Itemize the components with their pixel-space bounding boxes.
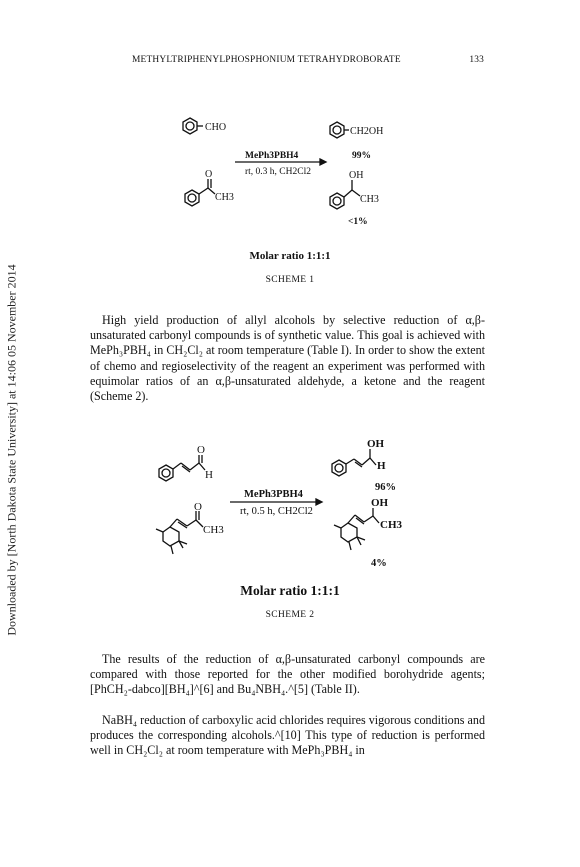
scheme2-top-yield: 96% bbox=[375, 482, 396, 493]
paragraph-1: High yield production of allyl alcohols by selective reduction of α,β-unsaturated carbonyl compounds is of synthetic value. This goal is achieved with MePh₃PBH₄ in CH₂Cl₂ at room temperature (Table I). In order to show the extent of chemo and regioselectivity of the reagent an experiment was performed with equimolar ratios of an α,β-unsaturated aldehyde, a ketone and the reagent (Scheme 2). bbox=[90, 313, 485, 404]
scheme2-bottom-ch3-label: CH3 bbox=[380, 519, 402, 531]
page-number: 133 bbox=[469, 55, 484, 65]
scheme2-label: SCHEME 2 bbox=[265, 610, 315, 620]
scheme2-aldehyde-o-label: O bbox=[197, 444, 205, 456]
download-banner bbox=[3, 150, 21, 750]
scheme1-cho-label: CHO bbox=[205, 122, 227, 133]
scheme2-ketone-ch3-label: CH3 bbox=[203, 524, 224, 536]
scheme1-molar-ratio: Molar ratio 1:1:1 bbox=[249, 250, 331, 262]
scheme1-label: SCHEME 1 bbox=[265, 275, 315, 285]
scheme1-conditions: rt, 0.3 h, CH2Cl2 bbox=[245, 167, 311, 177]
scheme2-ionol bbox=[334, 508, 379, 550]
scheme1-product-ch3-label: CH3 bbox=[360, 194, 379, 205]
scheme1-ketone-o-label: O bbox=[205, 169, 213, 180]
scheme2-reagent: MePh3PBH4 bbox=[244, 489, 303, 500]
scheme1-top-yield: 99% bbox=[352, 151, 371, 161]
scheme2-top-h-label: H bbox=[377, 460, 386, 472]
running-head-title: METHYLTRIPHENYLPHOSPHONIUM TETRAHYDROBORATE bbox=[132, 55, 401, 65]
scheme1-ch2oh-label: CH2OH bbox=[350, 126, 384, 137]
scheme2-cinnamaldehyde bbox=[159, 455, 205, 481]
paragraph-2: The results of the reduction of α,β-unsaturated carbonyl compounds are compared with those reported for the other modified borohydride agents; [PhCH₂-dabco][BH₄]^[6] and Bu₄NBH₄.^[5] (Table II). bbox=[90, 652, 485, 697]
scheme1-oh-label: OH bbox=[349, 170, 364, 181]
scheme1-benzyl-alcohol-ring bbox=[330, 122, 349, 138]
scheme2-molar-ratio: Molar ratio 1:1:1 bbox=[240, 583, 340, 598]
scheme1-benzaldehyde-ring bbox=[183, 118, 203, 134]
scheme2-bottom-oh-label: OH bbox=[371, 497, 389, 509]
scheme2-conditions: rt, 0.5 h, CH2Cl2 bbox=[240, 506, 313, 517]
download-banner-text: Downloaded by [North Dakota State University] at 14:06 05 November 2014 bbox=[4, 264, 19, 636]
scheme2-ionone bbox=[156, 511, 203, 554]
scheme1-ketone-ch3-label: CH3 bbox=[215, 192, 234, 203]
scheme2-bottom-yield: 4% bbox=[371, 558, 387, 569]
scheme2-aldehyde-h-label: H bbox=[205, 469, 213, 481]
scheme2-cinnamyl-alcohol bbox=[332, 449, 376, 476]
scheme1-acetophenone bbox=[185, 179, 215, 206]
scheme1-phenylethanol bbox=[330, 180, 360, 209]
scheme2-ketone-o-label: O bbox=[194, 501, 202, 513]
scheme2-arrowhead bbox=[316, 499, 322, 505]
scheme2-top-oh-label: OH bbox=[367, 438, 385, 450]
scheme1-bottom-yield: <1% bbox=[348, 217, 368, 227]
scheme1-arrowhead bbox=[320, 159, 326, 165]
scheme1-reagent: MePh3PBH4 bbox=[245, 151, 299, 161]
paragraph-3: NaBH₄ reduction of carboxylic acid chlorides requires vigorous conditions and produces the corresponding alcohols.^[10] This type of reduction is performed well in CH₂Cl₂ at room temperature with MePh₃PBH₄ in bbox=[90, 713, 485, 758]
